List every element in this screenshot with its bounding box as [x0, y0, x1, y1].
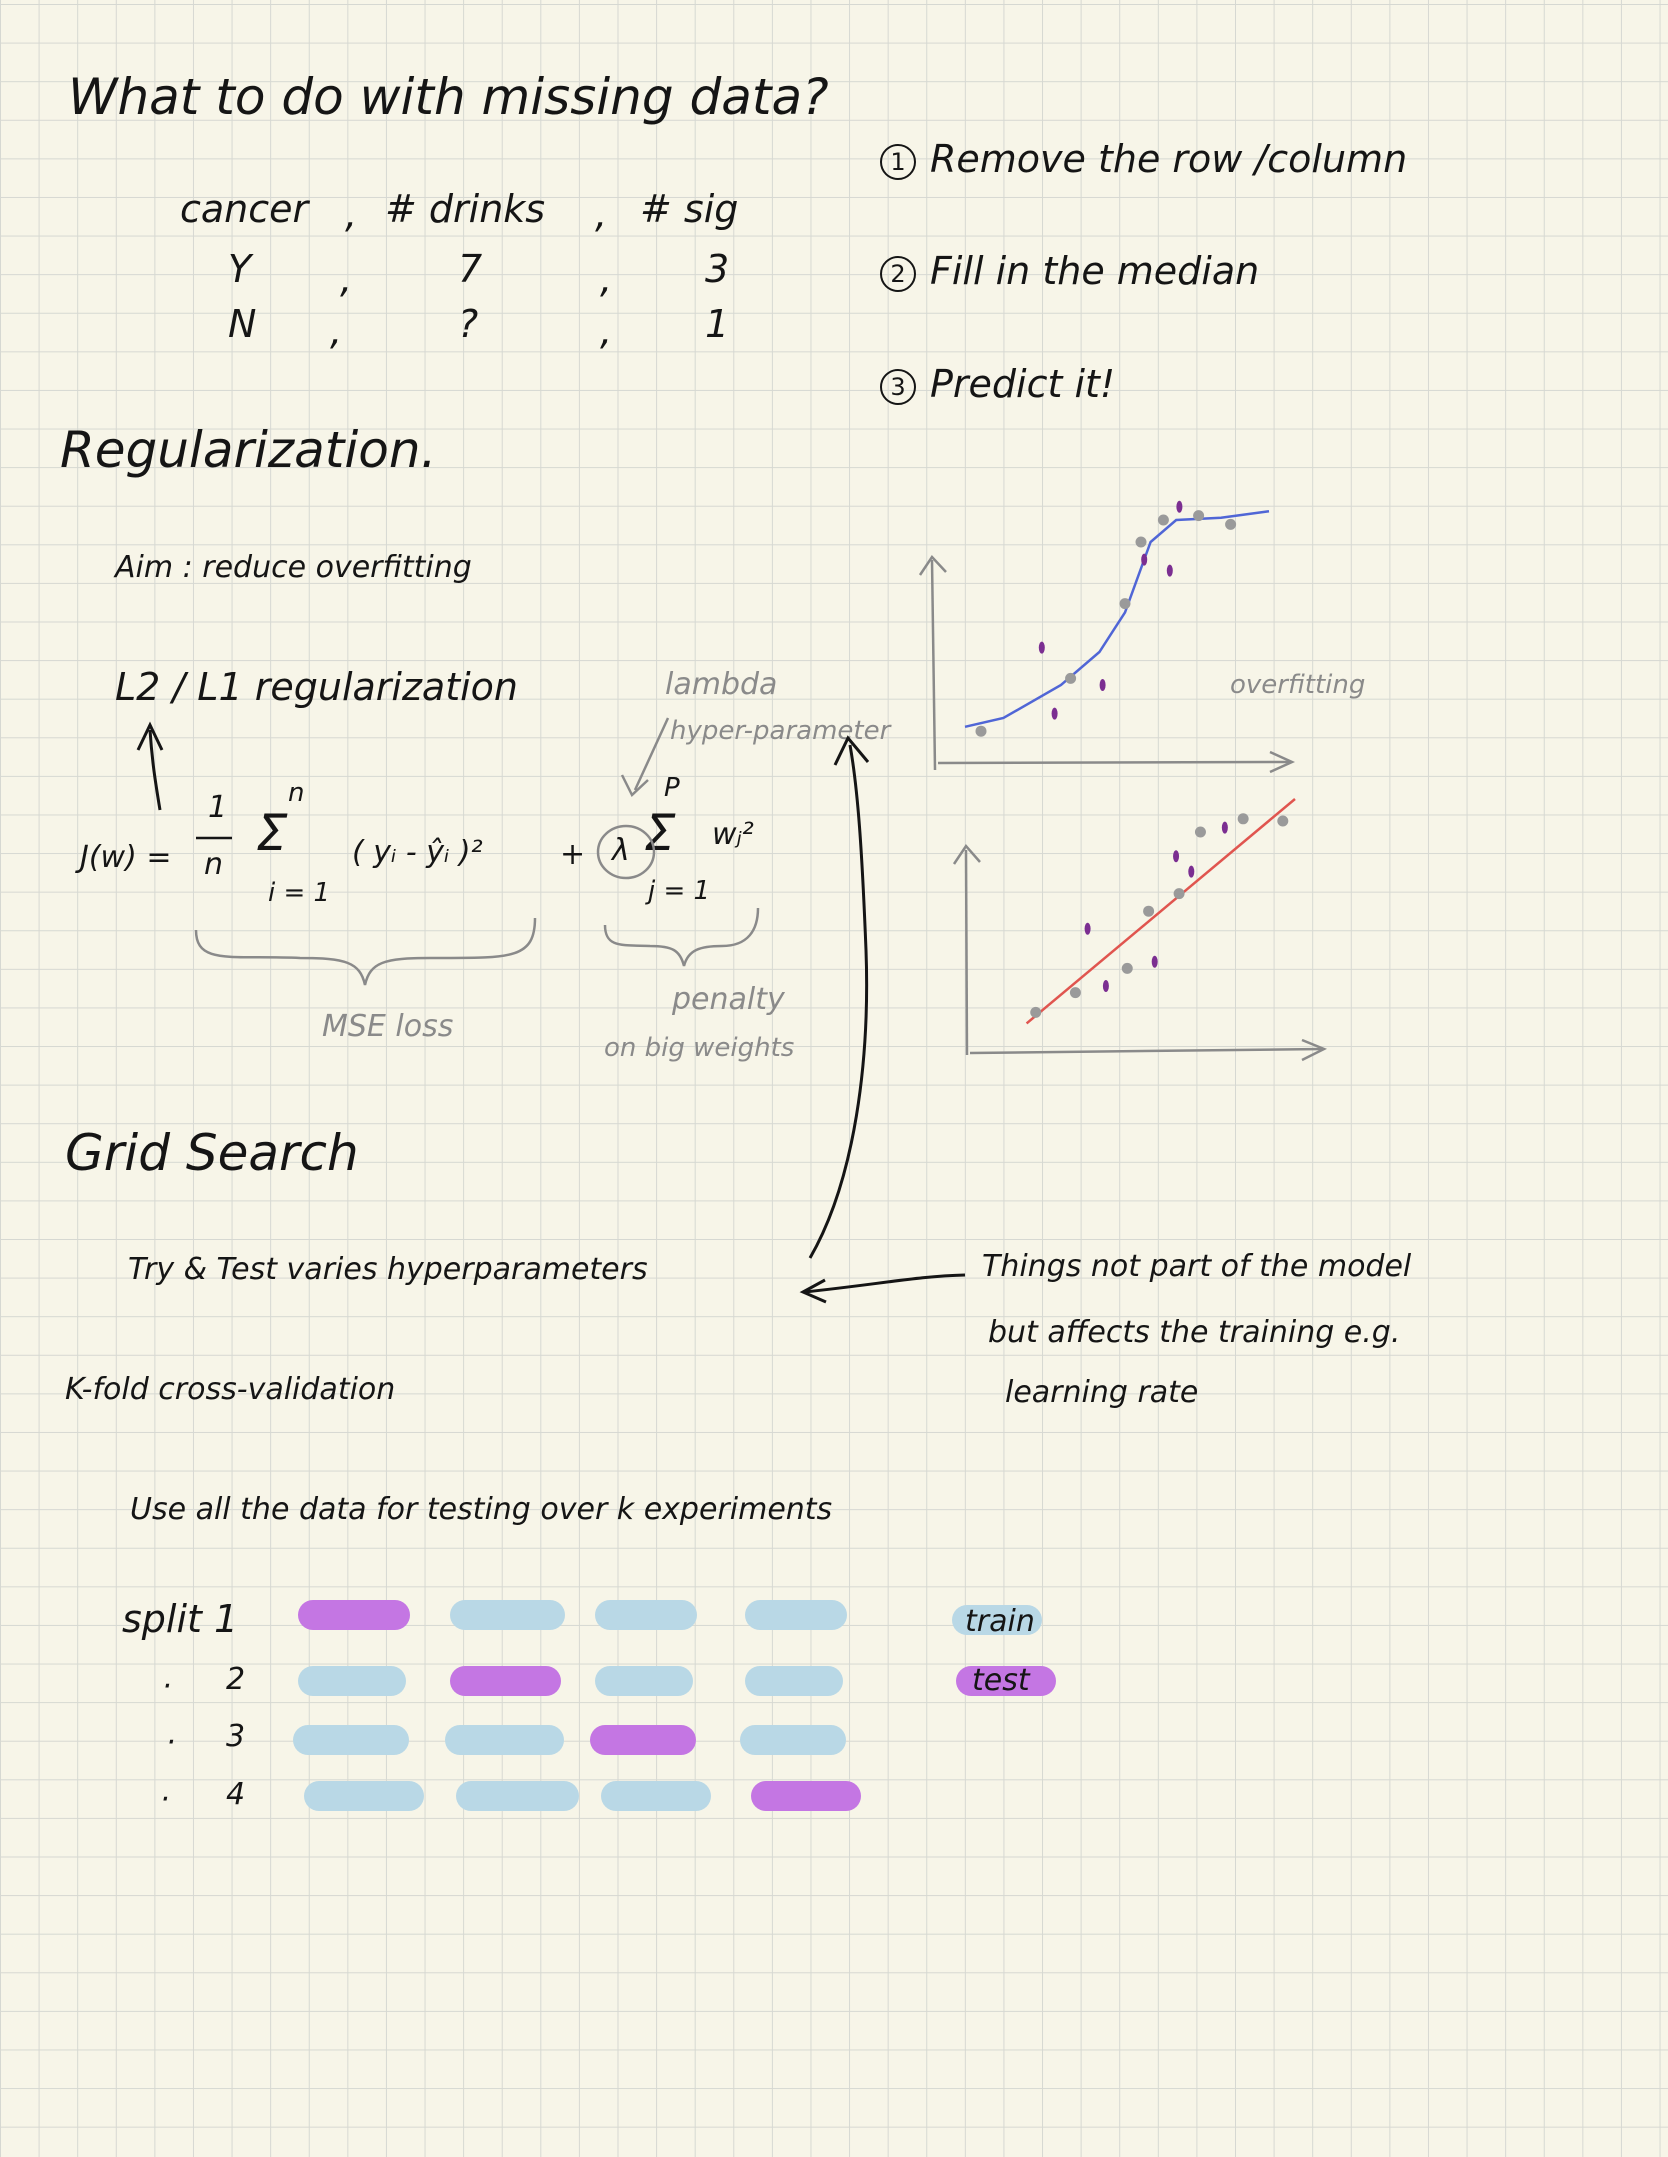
table-comma: , — [600, 257, 613, 301]
y-axis — [932, 560, 935, 770]
table-cell: ? — [458, 302, 479, 346]
data-point — [1100, 679, 1106, 691]
data-point — [1193, 510, 1204, 521]
data-point — [1052, 708, 1058, 720]
table-comma: , — [595, 192, 608, 236]
table-cell: Y — [228, 247, 252, 291]
data-point — [1173, 850, 1179, 862]
formula-sum2-top: P — [664, 773, 680, 803]
split-dot: · — [162, 1669, 172, 1704]
table-comma: , — [340, 257, 353, 301]
data-point — [1188, 866, 1194, 878]
option-text: Remove the row /column — [930, 137, 1408, 181]
option-number: 1 — [880, 144, 916, 180]
legend-train-label: train — [965, 1604, 1035, 1639]
formula-plus: + — [560, 837, 586, 872]
data-point — [1174, 888, 1185, 899]
regularization-aim: Aim : reduce overfitting — [115, 550, 472, 585]
data-point — [1039, 642, 1045, 654]
data-point — [1141, 554, 1147, 566]
x-axis — [970, 1049, 1322, 1053]
option-number: 2 — [880, 256, 916, 292]
formula-term: ( yᵢ - ŷᵢ )² — [352, 835, 483, 870]
data-point — [1103, 980, 1109, 992]
data-point — [1176, 501, 1182, 513]
x-axis — [938, 762, 1290, 763]
data-point — [1167, 565, 1173, 577]
data-point — [1238, 813, 1249, 824]
formula-sum2-bottom: j = 1 — [648, 876, 711, 906]
table-cell: 7 — [458, 247, 483, 291]
grid-search-desc: Try & Test varies hyperparameters — [128, 1252, 648, 1287]
data-point — [1030, 1007, 1041, 1018]
data-point — [1158, 515, 1169, 526]
data-point — [1136, 537, 1147, 548]
table-cell: N — [228, 302, 257, 346]
legend-test-label: test — [972, 1663, 1030, 1698]
arrow-head-icon — [622, 775, 648, 795]
regularization-types: L2 / L1 regularization — [115, 665, 518, 709]
penalty-label: penalty — [672, 982, 785, 1017]
split-label: split 1 — [122, 1597, 239, 1641]
option-text: Predict it! — [930, 362, 1116, 406]
overfit-chart — [920, 501, 1292, 772]
data-point — [1085, 923, 1091, 935]
formula-sum1-top: n — [288, 778, 305, 808]
kfold-title: K-fold cross-validation — [65, 1372, 396, 1407]
good-fit-chart — [954, 799, 1324, 1060]
grid-to-hyper-arrow — [810, 745, 867, 1258]
regularization-title: Regularization. — [60, 421, 437, 479]
split-dot: · — [166, 1725, 176, 1760]
sigma-icon: Σ — [256, 804, 288, 862]
hyperparameter-note-line: learning rate — [1005, 1375, 1199, 1410]
overfitting-label: overfitting — [1230, 670, 1366, 700]
data-point — [1152, 956, 1158, 968]
y-axis — [966, 850, 967, 1055]
hyperparameter-note: hyper-parameter — [670, 716, 891, 746]
overfit-points — [976, 501, 1237, 737]
table-comma: , — [330, 309, 343, 353]
table-comma: , — [345, 192, 358, 236]
formula-lambda: λ — [612, 833, 630, 868]
fit-line — [1027, 799, 1295, 1023]
penalty-brace — [605, 908, 758, 966]
table-header-drinks: # drinks — [385, 187, 546, 231]
data-point — [1120, 598, 1131, 609]
mse-loss-label: MSE loss — [322, 1009, 454, 1044]
option-number: 3 — [880, 369, 916, 405]
formula-term2: wⱼ² — [712, 817, 754, 852]
data-point — [1222, 822, 1228, 834]
data-point — [1225, 519, 1236, 530]
overfit-curve — [965, 511, 1269, 727]
grid-search-title: Grid Search — [65, 1124, 359, 1182]
formula-frac-den: n — [204, 847, 224, 882]
split-label: 2 — [226, 1662, 246, 1697]
lambda-note: lambda — [665, 667, 778, 702]
data-point — [1143, 906, 1154, 917]
option-text: Fill in the median — [930, 249, 1260, 293]
lambda-pointer-line — [635, 718, 668, 790]
data-point — [976, 726, 987, 737]
table-header-cancer: cancer — [180, 187, 309, 231]
data-point — [1277, 816, 1288, 827]
kfold-desc: Use all the data for testing over k experiments — [130, 1492, 833, 1527]
split-dot: · — [160, 1782, 170, 1817]
data-point — [1070, 987, 1081, 998]
hyperparameter-note-line: Things not part of the model — [982, 1249, 1412, 1284]
mse-brace — [196, 918, 535, 985]
hyperparameter-note-line: but affects the training e.g. — [988, 1315, 1401, 1350]
data-point — [1122, 963, 1133, 974]
missing-data-title: What to do with missing data? — [68, 68, 829, 126]
table-cell: 3 — [705, 247, 730, 291]
formula-frac-num: 1 — [208, 790, 228, 825]
formula-lhs: J(w) = — [80, 840, 172, 875]
note-arrow — [805, 1275, 965, 1292]
split-label: 3 — [226, 1719, 246, 1754]
data-point — [1065, 673, 1076, 684]
penalty-sub-label: on big weights — [604, 1033, 795, 1063]
formula-sum1-bottom: i = 1 — [268, 878, 331, 908]
lambda-circle — [598, 826, 654, 878]
data-point — [1195, 827, 1206, 838]
table-cell: 1 — [705, 302, 730, 346]
table-comma: , — [600, 309, 613, 353]
table-header-sig: # sig — [640, 187, 739, 231]
split-label: 4 — [226, 1777, 246, 1812]
sigma-icon: Σ — [644, 804, 676, 862]
